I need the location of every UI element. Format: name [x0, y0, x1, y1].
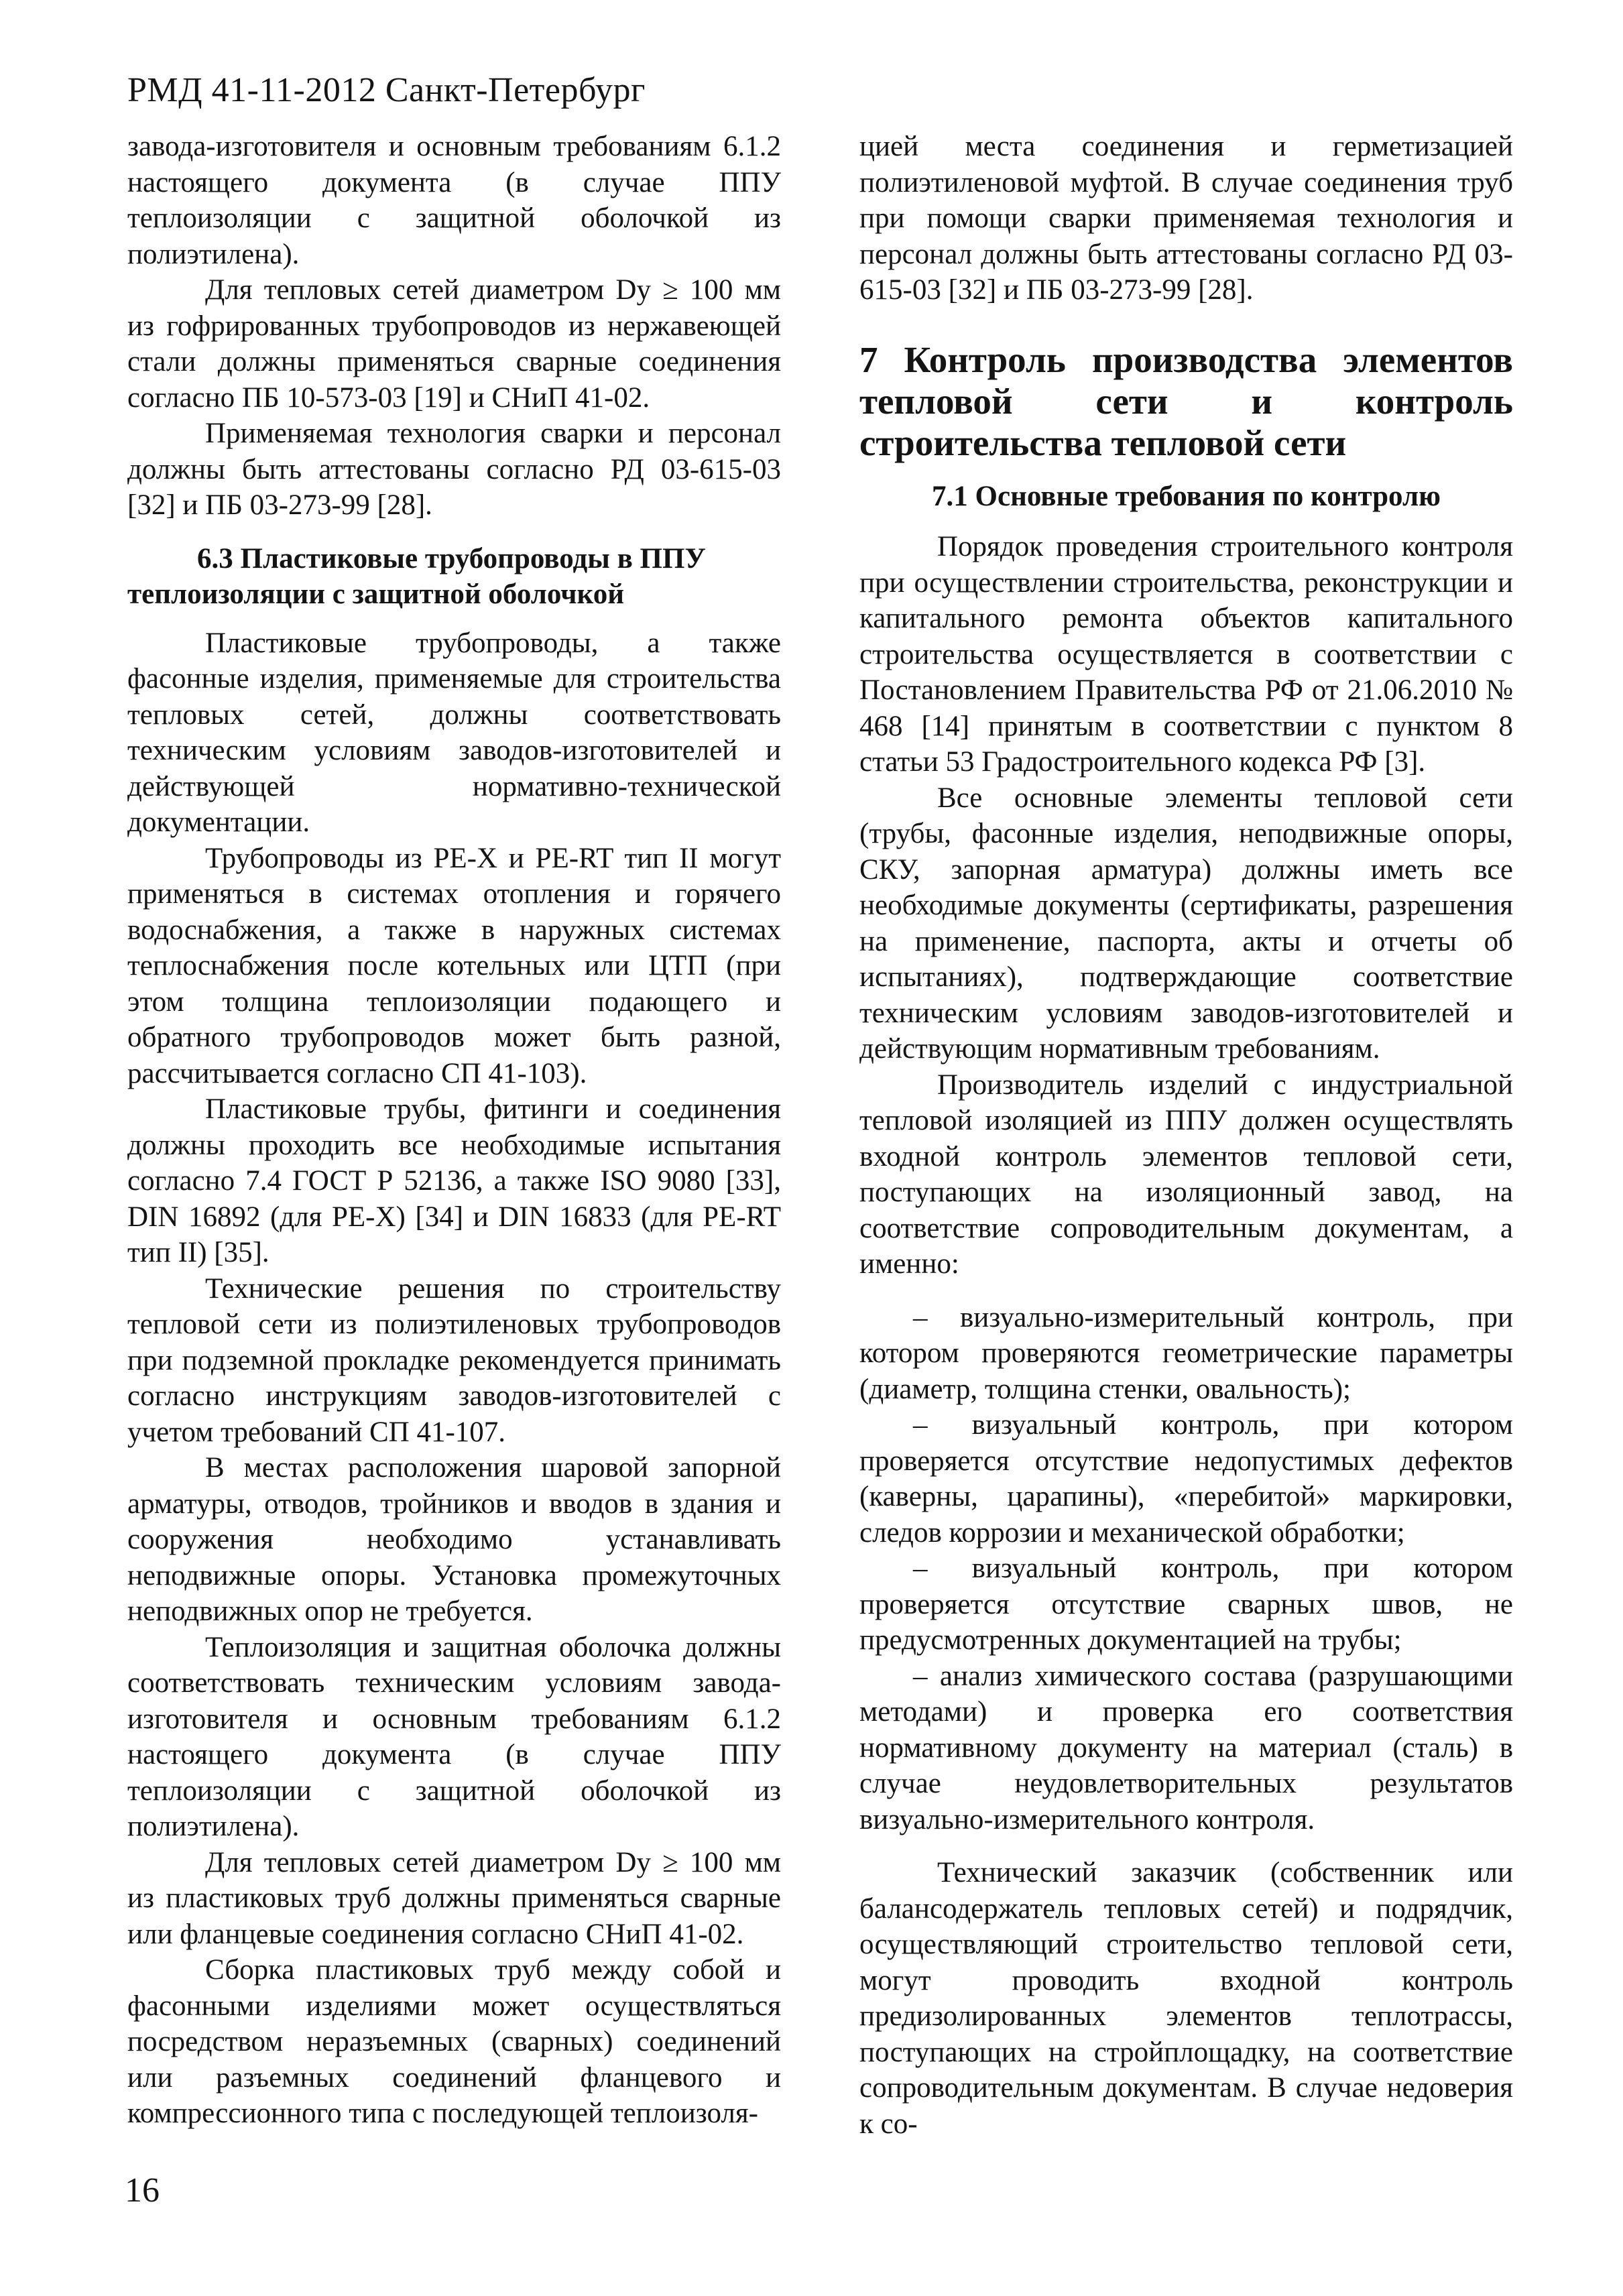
paragraph: Все основные элементы тепловой сети (трубы, фасонные изделия, неподвижные опоры, СКУ, запорная арматура) должны иметь все необходимые документы (сертификаты, разрешения на применение, паспорта, акты и отчеты об испытаниях), подтверждающие соответствие техническим условиям заводов-изготовителей и действующим нормативным требованиям.: [859, 782, 1513, 1065]
section-heading-6-3: [127, 541, 781, 612]
section-title: Пластиковые трубопроводы в ППУ теплоизоляции с защитной оболочкой: [127, 542, 706, 610]
paragraph: Производитель изделий с индустриальной тепловой изоляцией из ППУ должен осуществлять входной контроль элементов тепловой сети, поступающих на изоляционный завод, на соответствие сопроводительным документам, а именно:: [859, 1069, 1513, 1280]
paragraph: Применяемая технология сварки и персонал должны быть аттестованы согласно РД 03-615-03 [32] и ПБ 03-273-99 [28].: [127, 418, 781, 521]
list-item: – анализ химического состава (разрушающими методами) и проверка его соответствия нормативному документу на материал (сталь) в случае неудовлетворительных результатов визуально-измерительного контроля.: [859, 1660, 1513, 1835]
paragraph: Пластиковые трубы, фитинги и соединения должны проходить все необходимые испытания согласно 7.4 ГОСТ Р 52136, а также ISO 9080 [33], DIN 16892 (для PE-X) [34] и DIN 16833 (для PE-RT тип II) [35].: [127, 1093, 781, 1268]
spacer: [859, 1837, 1513, 1855]
spacer: [859, 1282, 1513, 1300]
paragraph: завода-изготовителя и основным требованиям 6.1.2 настоящего документа (в случае ППУ теплоизоляции с защитной оболочкой из полиэтилена).: [127, 131, 781, 270]
page-header: РМД 41-11-2012 Санкт-Петербург: [127, 71, 646, 109]
paragraph: Теплоизоляция и защитная оболочка должны соответствовать техническим условиям завода-изготовителя и основным требованиям 6.1.2 настоящего документа (в случае ППУ теплоизоляции с защитной оболочкой из полиэтилена).: [127, 1631, 781, 1842]
paragraph: Трубопроводы из PE-X и PE-RT тип II могут применяться в системах отопления и горячего водоснабжения, а также в наружных системах теплоснабжения после котельных или ЦТП (при этом толщина теплоизоляции подающего и обратного трубопроводов может быть разной, рассчитывается согласно СП 41-103).: [127, 842, 781, 1089]
list-item: – визуально-измерительный контроль, при котором проверяются геометрические параметры (диаметр, толщина стенки, овальность);: [859, 1301, 1513, 1405]
right-column: [859, 129, 1513, 2142]
list-item: – визуальный контроль, при котором проверяется отсутствие сварных швов, не предусмотренных документацией на трубы;: [859, 1553, 1513, 1656]
list-item: – визуальный контроль, при котором проверяется отсутствие недопустимых дефектов (каверны, царапины), «перебитой» маркировки, следов коррозии и механической обработки;: [859, 1409, 1513, 1549]
paragraph: Для тепловых сетей диаметром Dy ≥ 100 мм из гофрированных трубопроводов из нержавеющей стали должны применяться сварные соединения согласно ПБ 10-573-03 [19] и СНиП 41-02.: [127, 274, 781, 414]
paragraph: Технические решения по строительству тепловой сети из полиэтиленовых трубопроводов при подземной прокладке рекомендуется принимать согласно инструкциям заводов-изготовителей с учетом требований СП 41-107.: [127, 1272, 781, 1448]
paragraph: Пластиковые трубопроводы, а также фасонные изделия, применяемые для строительства тепловых сетей, должны соответствовать техническим условиям заводов-изготовителей и действующей нормативно-технической документации.: [127, 627, 781, 838]
paragraph: цией места соединения и герметизацией полиэтиленовой муфтой. В случае соединения труб при помощи сварки применяемая технология и персонал должны быть аттестованы согласно РД 03-615-03 [32] и ПБ 03-273-99 [28].: [859, 131, 1513, 306]
page-number: 16: [125, 2171, 160, 2210]
paragraph: Для тепловых сетей диаметром Dy ≥ 100 мм из пластиковых труб должны применяться сварные или фланцевые соединения согласно СНиП 41-02.: [127, 1846, 781, 1950]
paragraph: Технический заказчик (собственник или балансодержатель тепловых сетей) и подрядчик, осуществляющий строительство тепловой сети, могут проводить входной контроль предизолированных элементов теплотрассы, поступающих на стройплощадку, на соответствие сопроводительным документам. В случае недоверия к со-: [859, 1857, 1513, 2140]
paragraph: В местах расположения шаровой запорной арматуры, отводов, тройников и вводов в здания и сооружения необходимо устанавливать неподвижные опоры. Установка промежуточных неподвижных опор не требуется.: [127, 1452, 781, 1627]
chapter-heading: 7 Контроль производства элементов тепловой сети и контроль строительства тепловой сети: [859, 339, 1513, 463]
paragraph: Порядок проведения строительного контроля при осуществлении строительства, реконструкции и капитального ремонта объектов капитального строительства осуществляется в соответствии с Постановлением Правительства РФ от 21.06.2010 № 468 [14] принятым в соответствии с пунктом 8 статьи 53 Градостроительного кодекса РФ [3].: [859, 531, 1513, 778]
left-column: [127, 129, 781, 2132]
subsection-heading: 7.1 Основные требования по контролю: [932, 480, 1441, 512]
section-number: 6.3: [197, 542, 233, 575]
paragraph: Сборка пластиковых труб между собой и фасонными изделиями может осуществляться посредством неразъемных (сварных) соединений или разъемных соединений фланцевого и компрессионного типа с последующей теплоизоля-: [127, 1954, 781, 2129]
